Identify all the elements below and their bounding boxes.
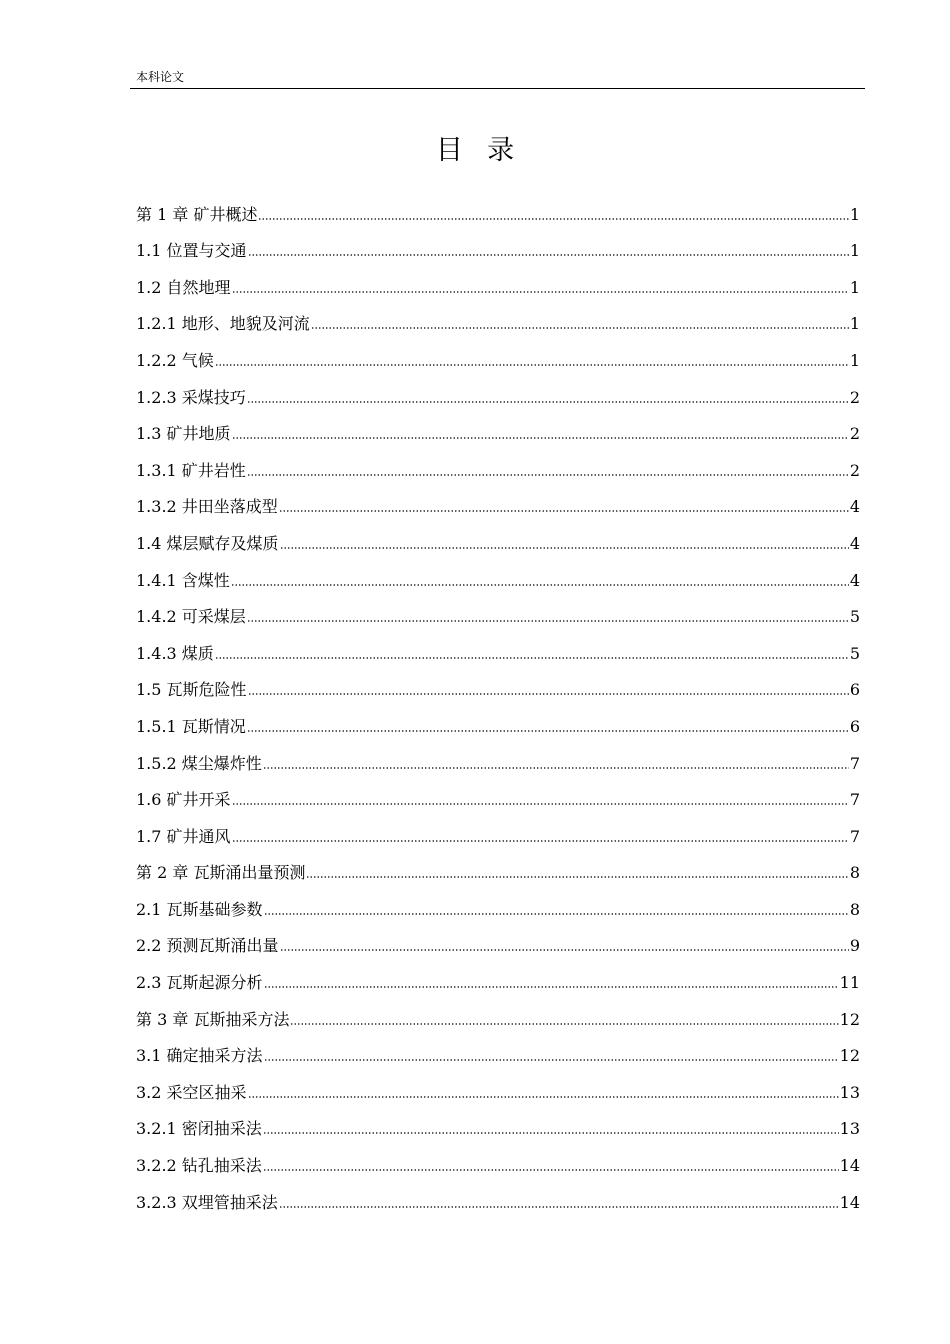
toc-entry-page-number: 13: [839, 1119, 860, 1139]
toc-entry-page-number: 4: [849, 570, 860, 590]
toc-entry[interactable]: [136, 298, 860, 335]
toc-entry-label: 2.2 预测瓦斯涌出量: [136, 936, 279, 956]
toc-entry-label: 1.4.2 可采煤层: [136, 607, 246, 627]
toc-entry-label: 1.2 自然地理: [136, 277, 231, 297]
toc-entry-page-number: 2: [849, 424, 860, 444]
toc-dot-leader: [248, 253, 849, 257]
toc-entry[interactable]: [136, 408, 860, 445]
toc-entry-page-number: 4: [849, 497, 860, 517]
toc-entry-page-number: 5: [849, 607, 860, 627]
toc-dot-leader: [311, 326, 849, 330]
toc-entry[interactable]: [136, 334, 860, 371]
toc-dot-leader: [279, 1205, 839, 1209]
toc-entry-page-number: 2: [849, 460, 860, 480]
toc-entry[interactable]: [136, 883, 860, 920]
toc-entry-page-number: 7: [849, 826, 860, 846]
toc-title: 目录: [435, 135, 539, 166]
toc-entry-label: 1.6 矿井开采: [136, 790, 231, 810]
page-header: [130, 68, 865, 89]
toc-entry[interactable]: [136, 774, 860, 811]
toc-dot-leader: [263, 766, 849, 770]
toc-entry-page-number: 8: [849, 899, 860, 919]
toc-entry-label: 1.4.1 含煤性: [136, 570, 230, 590]
toc-entry-label: 1.1 位置与交通: [136, 241, 247, 261]
toc-entry[interactable]: [136, 371, 860, 408]
toc-entry[interactable]: [136, 1103, 860, 1140]
toc-dot-leader: [264, 985, 839, 989]
toc-entry-label: 3.2 采空区抽采: [136, 1082, 247, 1102]
toc-entry-label: 第 2 章 瓦斯涌出量预测: [136, 863, 306, 883]
toc-entry-page-number: 6: [849, 680, 860, 700]
toc-entry-page-number: 11: [839, 973, 860, 993]
toc-entry-label: 1.3.2 井田坐落成型: [136, 497, 278, 517]
toc-dot-leader: [290, 1022, 838, 1026]
toc-entry[interactable]: [136, 664, 860, 701]
toc-entry[interactable]: [136, 554, 860, 591]
toc-dot-leader: [247, 400, 849, 404]
toc-entry[interactable]: [136, 261, 860, 298]
toc-entry-label: 1.2.2 气候: [136, 350, 214, 370]
toc-entry[interactable]: [136, 517, 860, 554]
toc-entry[interactable]: [136, 188, 860, 225]
toc-entry-label: 3.1 确定抽采方法: [136, 1046, 263, 1066]
toc-entry-label: 1.5 瓦斯危险性: [136, 680, 247, 700]
toc-dot-leader: [232, 839, 849, 843]
toc-entry-page-number: 7: [849, 753, 860, 773]
toc-dot-leader: [248, 692, 849, 696]
toc-dot-leader: [280, 546, 849, 550]
toc-entry[interactable]: [136, 481, 860, 518]
toc-dot-leader: [248, 1095, 839, 1099]
toc-entry-page-number: 1: [849, 241, 860, 261]
toc-dot-leader: [232, 290, 849, 294]
toc-dot-leader: [232, 436, 849, 440]
toc-entry-page-number: 1: [849, 204, 860, 224]
toc-entry[interactable]: [136, 1139, 860, 1176]
toc-entry-page-number: 14: [839, 1156, 860, 1176]
toc-entry-page-number: 13: [839, 1082, 860, 1102]
toc-dot-leader: [263, 1168, 839, 1172]
toc-entry[interactable]: [136, 591, 860, 628]
toc-entry-label: 3.2.2 钻孔抽采法: [136, 1156, 262, 1176]
toc-entry[interactable]: [136, 993, 860, 1030]
toc-dot-leader: [263, 1131, 839, 1135]
toc-entry-label: 1.2.1 地形、地貌及河流: [136, 314, 310, 334]
toc-entry-label: 1.4 煤层赋存及煤质: [136, 533, 279, 553]
toc-entry-page-number: 2: [849, 387, 860, 407]
table-of-contents: [136, 188, 860, 1213]
toc-entry-label: 2.1 瓦斯基础参数: [136, 899, 263, 919]
toc-entry-page-number: 7: [849, 790, 860, 810]
toc-dot-leader: [231, 583, 849, 587]
toc-entry-page-number: 6: [849, 716, 860, 736]
toc-entry-label: 1.3.1 矿井岩性: [136, 460, 246, 480]
toc-entry-page-number: 8: [849, 863, 860, 883]
toc-entry-label: 3.2.3 双埋管抽采法: [136, 1192, 278, 1212]
toc-entry-label: 1.7 矿井通风: [136, 826, 231, 846]
toc-entry-page-number: 4: [849, 533, 860, 553]
toc-entry[interactable]: [136, 444, 860, 481]
toc-entry-page-number: 9: [849, 936, 860, 956]
toc-dot-leader: [264, 1058, 839, 1062]
toc-entry-page-number: 1: [849, 277, 860, 297]
toc-entry-page-number: 1: [849, 314, 860, 334]
toc-entry-label: 2.3 瓦斯起源分析: [136, 973, 263, 993]
toc-entry-label: 1.2.3 采煤技巧: [136, 387, 246, 407]
toc-dot-leader: [247, 619, 849, 623]
running-header-text: 本科论文: [136, 70, 185, 84]
toc-entry-label: 第 3 章 瓦斯抽采方法: [136, 1009, 290, 1029]
toc-entry[interactable]: [136, 627, 860, 664]
toc-entry-label: 第 1 章 矿井概述: [136, 204, 258, 224]
toc-entry-label: 1.5.1 瓦斯情况: [136, 716, 246, 736]
toc-dot-leader: [264, 912, 849, 916]
toc-dot-leader: [215, 656, 849, 660]
toc-entry[interactable]: [136, 1066, 860, 1103]
toc-dot-leader: [279, 509, 849, 513]
toc-entry-page-number: 1: [849, 350, 860, 370]
toc-entry-label: 1.3 矿井地质: [136, 424, 231, 444]
toc-entry[interactable]: [136, 956, 860, 993]
toc-entry-label: 1.5.2 煤尘爆炸性: [136, 753, 262, 773]
toc-entry-page-number: 14: [839, 1192, 860, 1212]
toc-dot-leader: [280, 948, 849, 952]
toc-entry[interactable]: [136, 700, 860, 737]
toc-entry[interactable]: [136, 810, 860, 847]
toc-dot-leader: [247, 473, 849, 477]
toc-dot-leader: [232, 802, 849, 806]
toc-dot-leader: [247, 729, 849, 733]
toc-entry-label: 1.4.3 煤质: [136, 643, 214, 663]
toc-dot-leader: [306, 875, 848, 879]
toc-entry[interactable]: [136, 737, 860, 774]
toc-entry-page-number: 12: [839, 1046, 860, 1066]
toc-entry[interactable]: [136, 1176, 860, 1213]
toc-entry-page-number: 12: [839, 1009, 860, 1029]
toc-entry-page-number: 5: [849, 643, 860, 663]
toc-entry[interactable]: [136, 920, 860, 957]
toc-entry[interactable]: [136, 1030, 860, 1067]
toc-entry-label: 3.2.1 密闭抽采法: [136, 1119, 262, 1139]
toc-entry[interactable]: [136, 225, 860, 262]
toc-dot-leader: [258, 217, 848, 221]
toc-entry[interactable]: [136, 847, 860, 884]
toc-dot-leader: [215, 363, 849, 367]
